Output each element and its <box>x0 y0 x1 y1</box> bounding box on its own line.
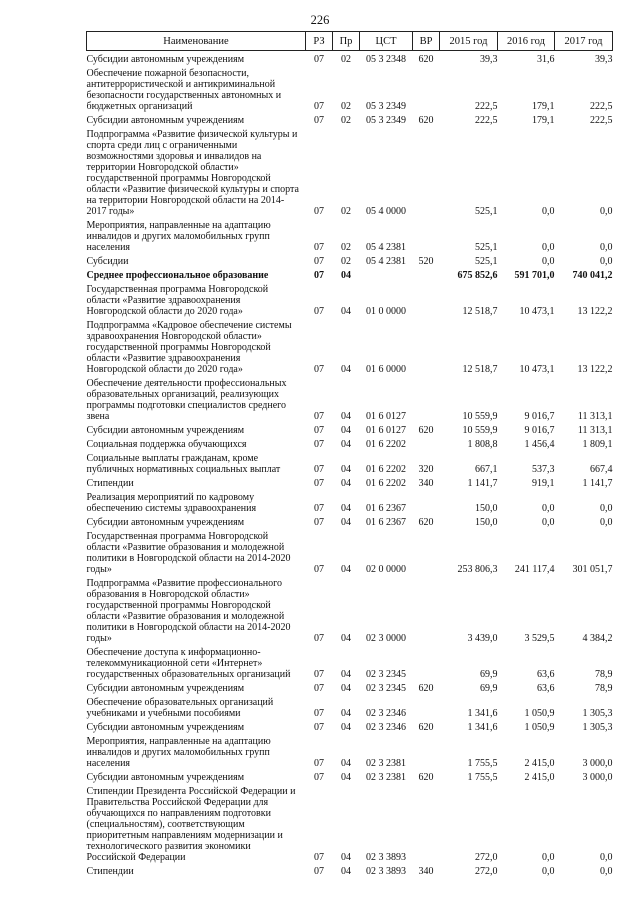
row-2016-cell: 919,1 <box>532 478 555 489</box>
table-row <box>87 66 613 113</box>
row-2015-cell: 10 559,9 <box>462 425 498 436</box>
row-rz-cell: 07 <box>314 425 324 436</box>
row-2015-cell: 39,3 <box>480 54 498 65</box>
table-header-row <box>87 32 613 51</box>
row-2017-cell: 0,0 <box>600 242 613 253</box>
row-cst-cell: 01 6 2202 <box>366 439 406 450</box>
row-pr-cell: 04 <box>341 683 351 694</box>
row-rz-cell: 07 <box>314 669 324 680</box>
row-cst-cell <box>360 268 413 282</box>
row-2016-cell: 0,0 <box>542 503 555 514</box>
row-name-cell: Субсидии <box>86 256 129 267</box>
row-vr-cell: 620 <box>418 683 434 694</box>
row-2015-cell: 10 559,9 <box>462 411 498 422</box>
row-cst-cell: 02 3 2346 <box>366 708 406 719</box>
row-2017-cell: 11 313,1 <box>577 425 613 436</box>
row-name-cell: Подпрограмма «Развитие физической культуры и спорта среди лиц с ограниченными возможностями здоровья и инвалидов на территории Новгородской области» государственной программы Новгородской области «Развитие физической культуры и спорта на территории Новгородской области на 2014-2017 годы» <box>86 129 299 217</box>
row-pr-cell: 04 <box>341 772 351 783</box>
row-vr-cell <box>413 376 440 423</box>
row-name-cell: Субсидии автономным учреждениям <box>86 425 245 436</box>
row-2015-cell: 1 341,6 <box>467 708 498 719</box>
row-2015-cell: 69,9 <box>480 683 498 694</box>
row-cst-cell: 02 3 3893 <box>366 852 406 863</box>
row-vr-cell <box>413 437 440 451</box>
row-name-cell: Реализация мероприятий по кадровому обеспечению системы здравоохранения <box>86 492 257 514</box>
row-name-cell: Субсидии автономным учреждениям <box>86 683 245 694</box>
row-rz-cell: 07 <box>314 256 324 267</box>
row-2017-cell: 3 000,0 <box>582 758 613 769</box>
row-2015-cell: 525,1 <box>475 256 498 267</box>
table-row <box>87 423 613 437</box>
row-vr-cell <box>413 66 440 113</box>
column-header-2017: 2017 год <box>555 32 613 51</box>
row-2015-cell: 272,0 <box>475 852 498 863</box>
table-row <box>87 282 613 318</box>
row-2016-cell: 241 117,4 <box>514 564 555 575</box>
row-name-cell: Мероприятия, направленные на адаптацию инвалидов и других маломобильных групп населения <box>86 220 271 253</box>
row-vr-cell: 620 <box>418 517 434 528</box>
table-row <box>87 645 613 681</box>
row-2016-cell: 179,1 <box>532 101 555 112</box>
row-2015-cell: 1 341,6 <box>467 722 498 733</box>
row-vr-cell: 620 <box>418 115 434 126</box>
row-2015-cell: 1 755,5 <box>467 758 498 769</box>
row-pr-cell: 02 <box>341 256 351 267</box>
row-rz-cell: 07 <box>314 411 324 422</box>
row-vr-cell: 340 <box>418 866 434 877</box>
row-pr-cell: 04 <box>341 758 351 769</box>
row-2016-cell: 31,6 <box>537 54 555 65</box>
row-2016-cell: 537,3 <box>532 464 555 475</box>
row-cst-cell: 02 3 2346 <box>366 722 406 733</box>
row-cst-cell: 05 3 2349 <box>366 101 406 112</box>
row-2016-cell: 0,0 <box>542 866 555 877</box>
column-header-2016: 2016 год <box>498 32 555 51</box>
row-2017-cell: 667,4 <box>590 464 613 475</box>
row-2017-cell: 1 141,7 <box>582 478 613 489</box>
row-pr-cell: 04 <box>341 364 351 375</box>
row-2016-cell: 0,0 <box>542 206 555 217</box>
column-header-pr: Пр <box>333 32 360 51</box>
table-row <box>87 113 613 127</box>
row-name-cell: Субсидии автономным учреждениям <box>86 722 245 733</box>
row-rz-cell: 07 <box>314 503 324 514</box>
table-row <box>87 376 613 423</box>
row-cst-cell: 05 4 2381 <box>366 242 406 253</box>
row-2017-cell: 13 122,2 <box>577 306 613 317</box>
table-row <box>87 681 613 695</box>
row-name-cell: Обеспечение образовательных организаций учебниками и учебными пособиями <box>86 697 274 719</box>
row-rz-cell: 07 <box>314 722 324 733</box>
row-2017-cell: 0,0 <box>600 866 613 877</box>
row-pr-cell: 04 <box>341 722 351 733</box>
row-2016-cell: 0,0 <box>542 242 555 253</box>
row-2015-cell: 1 755,5 <box>467 772 498 783</box>
row-2015-cell: 253 806,3 <box>457 564 498 575</box>
row-rz-cell: 07 <box>314 708 324 719</box>
row-pr-cell: 04 <box>341 503 351 514</box>
column-header-name: Наименование <box>87 32 306 51</box>
column-header-vr: ВР <box>413 32 440 51</box>
row-rz-cell: 07 <box>314 683 324 694</box>
table-row <box>87 734 613 770</box>
row-name-cell: Подпрограмма «Кадровое обеспечение системы здравоохранения Новгородской области» государственной программы Новгородской области «Развитие здравоохранения Новгородской области до 2020 года» <box>86 320 292 375</box>
row-name-cell: Обеспечение пожарной безопасности, антитеррористической и антикриминальной безопасности государственных автономных и бюджетных организаций <box>86 68 282 112</box>
row-name-cell: Субсидии автономным учреждениям <box>86 115 245 126</box>
row-2015-cell: 150,0 <box>475 517 498 528</box>
row-pr-cell: 04 <box>341 633 351 644</box>
row-cst-cell: 05 3 2348 <box>366 54 406 65</box>
row-2016-cell: 63,6 <box>537 683 555 694</box>
row-pr-cell: 04 <box>341 564 351 575</box>
row-2015-cell: 69,9 <box>480 669 498 680</box>
row-rz-cell: 07 <box>314 464 324 475</box>
row-2016-cell: 9 016,7 <box>524 411 555 422</box>
row-vr-cell <box>413 529 440 576</box>
row-name-cell: Социальные выплаты гражданам, кроме публичных нормативных социальных выплат <box>86 453 281 475</box>
row-2017-cell: 0,0 <box>600 852 613 863</box>
table-row <box>87 576 613 645</box>
row-vr-cell: 620 <box>418 722 434 733</box>
page-number: 226 <box>310 13 330 27</box>
row-vr-cell: 340 <box>418 478 434 489</box>
row-2016-cell: 10 473,1 <box>519 364 555 375</box>
row-2015-cell: 1 808,8 <box>467 439 498 450</box>
row-2015-cell: 525,1 <box>475 206 498 217</box>
row-rz-cell: 07 <box>314 206 324 217</box>
row-vr-cell <box>413 490 440 515</box>
row-name-cell: Субсидии автономным учреждениям <box>86 54 245 65</box>
row-name-cell: Стипендии <box>86 866 134 877</box>
row-vr-cell <box>413 282 440 318</box>
row-2015-cell: 3 439,0 <box>467 633 498 644</box>
row-name-cell: Подпрограмма «Развитие профессионального образования в Новгородской области» государственной программы Новгородской области «Развитие образования и молодежной политики в Новгородской области на 2014-2020 годы» <box>86 578 291 644</box>
row-vr-cell <box>413 645 440 681</box>
row-2017-cell: 1 809,1 <box>582 439 613 450</box>
row-2015-cell: 525,1 <box>475 242 498 253</box>
row-cst-cell: 02 0 0000 <box>366 564 406 575</box>
column-header-cst: ЦСТ <box>360 32 413 51</box>
row-cst-cell: 02 3 2345 <box>366 683 406 694</box>
row-name-cell: Обеспечение деятельности профессиональных образовательных организаций, реализующих программы подготовки специалистов среднего звена <box>86 378 287 422</box>
row-2017-cell: 78,9 <box>595 669 613 680</box>
row-pr-cell: 02 <box>341 115 351 126</box>
row-vr-cell <box>413 784 440 864</box>
row-pr-cell: 04 <box>341 669 351 680</box>
row-2016-cell: 0,0 <box>542 517 555 528</box>
row-name-cell: Субсидии автономным учреждениям <box>86 772 245 783</box>
row-rz-cell: 07 <box>314 101 324 112</box>
table-row <box>87 490 613 515</box>
row-pr-cell: 04 <box>341 866 351 877</box>
table-row <box>87 515 613 529</box>
row-vr-cell <box>413 268 440 282</box>
table-row <box>87 864 613 878</box>
row-2017-cell: 13 122,2 <box>577 364 613 375</box>
table-row <box>87 218 613 254</box>
row-2017-cell: 1 305,3 <box>582 708 613 719</box>
row-2016-cell: 179,1 <box>532 115 555 126</box>
row-2016-cell: 1 050,9 <box>524 722 555 733</box>
row-vr-cell <box>413 127 440 218</box>
row-rz-cell: 07 <box>314 633 324 644</box>
row-vr-cell: 620 <box>418 772 434 783</box>
row-pr-cell: 04 <box>341 464 351 475</box>
row-name-cell: Социальная поддержка обучающихся <box>86 439 247 450</box>
row-pr-cell: 02 <box>341 101 351 112</box>
table-row <box>87 695 613 720</box>
row-rz-cell: 07 <box>314 772 324 783</box>
row-2017-cell: 3 000,0 <box>582 772 613 783</box>
row-pr-cell: 02 <box>341 242 351 253</box>
row-name-cell: Стипендии <box>86 478 134 489</box>
row-2017-cell: 39,3 <box>595 54 613 65</box>
row-2015-cell: 150,0 <box>475 503 498 514</box>
row-cst-cell: 01 6 2367 <box>366 517 406 528</box>
row-name-cell: Государственная программа Новгородской области «Развитие здравоохранения Новгородской области до 2020 года» <box>86 284 269 317</box>
row-pr-cell: 04 <box>341 439 351 450</box>
row-2017-cell: 4 384,2 <box>582 633 613 644</box>
row-2016-cell: 10 473,1 <box>519 306 555 317</box>
row-name-cell: Мероприятия, направленные на адаптацию инвалидов и других маломобильных групп населения <box>86 736 271 769</box>
row-name-cell: Стипендии Президента Российской Федерации и Правительства Российской Федерации для обучающихся по направлениям подготовки (специальностям), соответствующим приоритетным направлениям модернизации и технологического развития экономики Российской Федерации <box>86 786 296 863</box>
row-cst-cell: 02 3 2381 <box>366 758 406 769</box>
table-body <box>87 51 613 879</box>
row-2016-cell: 63,6 <box>537 669 555 680</box>
row-pr-cell: 04 <box>341 708 351 719</box>
row-2016-cell: 591 701,0 <box>514 270 555 281</box>
row-2017-cell: 11 313,1 <box>577 411 613 422</box>
table-row <box>87 127 613 218</box>
row-vr-cell: 620 <box>418 54 434 65</box>
row-pr-cell: 04 <box>341 306 351 317</box>
row-cst-cell: 02 3 0000 <box>366 633 406 644</box>
row-2015-cell: 272,0 <box>475 866 498 877</box>
row-cst-cell: 05 4 0000 <box>366 206 406 217</box>
row-2016-cell: 1 456,4 <box>524 439 555 450</box>
row-rz-cell: 07 <box>314 364 324 375</box>
table-row <box>87 529 613 576</box>
row-rz-cell: 07 <box>314 270 324 281</box>
table-row <box>87 720 613 734</box>
row-name-cell: Субсидии автономным учреждениям <box>86 517 245 528</box>
row-2016-cell: 1 050,9 <box>524 708 555 719</box>
row-cst-cell: 01 6 0127 <box>366 425 406 436</box>
row-2017-cell: 0,0 <box>600 256 613 267</box>
table-row <box>87 318 613 376</box>
row-pr-cell: 02 <box>341 54 351 65</box>
budget-table <box>86 31 613 878</box>
row-2016-cell: 9 016,7 <box>524 425 555 436</box>
row-vr-cell <box>413 734 440 770</box>
row-cst-cell: 02 3 3893 <box>366 866 406 877</box>
row-vr-cell <box>413 218 440 254</box>
table-row <box>87 770 613 784</box>
row-vr-cell <box>413 695 440 720</box>
column-header-rz: РЗ <box>306 32 333 51</box>
table-row <box>87 51 613 67</box>
row-cst-cell: 05 4 2381 <box>366 256 406 267</box>
row-2015-cell: 1 141,7 <box>467 478 498 489</box>
row-vr-cell: 320 <box>418 464 434 475</box>
row-vr-cell <box>413 318 440 376</box>
row-rz-cell: 07 <box>314 564 324 575</box>
row-2015-cell: 675 852,6 <box>457 270 498 281</box>
row-vr-cell: 520 <box>418 256 434 267</box>
row-2016-cell: 0,0 <box>542 256 555 267</box>
row-2016-cell: 0,0 <box>542 852 555 863</box>
row-pr-cell: 04 <box>341 852 351 863</box>
row-rz-cell: 07 <box>314 758 324 769</box>
row-pr-cell: 04 <box>341 270 351 281</box>
row-name-cell: Среднее профессиональное образование <box>86 270 269 281</box>
row-2017-cell: 222,5 <box>590 115 613 126</box>
row-cst-cell: 02 3 2381 <box>366 772 406 783</box>
table-row <box>87 784 613 864</box>
row-cst-cell: 02 3 2345 <box>366 669 406 680</box>
row-2017-cell: 0,0 <box>600 517 613 528</box>
row-cst-cell: 01 0 0000 <box>366 306 406 317</box>
row-cst-cell: 01 6 2367 <box>366 503 406 514</box>
row-pr-cell: 04 <box>341 517 351 528</box>
row-pr-cell: 04 <box>341 425 351 436</box>
row-2016-cell: 2 415,0 <box>524 772 555 783</box>
row-rz-cell: 07 <box>314 54 324 65</box>
row-2017-cell: 0,0 <box>600 206 613 217</box>
row-rz-cell: 07 <box>314 115 324 126</box>
row-2015-cell: 12 518,7 <box>462 306 498 317</box>
row-pr-cell: 02 <box>341 206 351 217</box>
row-2017-cell: 78,9 <box>595 683 613 694</box>
row-rz-cell: 07 <box>314 517 324 528</box>
row-cst-cell: 01 6 2202 <box>366 478 406 489</box>
row-cst-cell: 05 3 2349 <box>366 115 406 126</box>
table-row <box>87 476 613 490</box>
row-rz-cell: 07 <box>314 439 324 450</box>
row-cst-cell: 01 6 0127 <box>366 411 406 422</box>
table-row <box>87 437 613 451</box>
row-rz-cell: 07 <box>314 242 324 253</box>
row-rz-cell: 07 <box>314 306 324 317</box>
column-header-2015: 2015 год <box>440 32 498 51</box>
row-2016-cell: 3 529,5 <box>524 633 555 644</box>
row-name-cell: Государственная программа Новгородской области «Развитие образования и молодежной политики в Новгородской области на 2014-2020 годы» <box>86 531 291 575</box>
row-pr-cell: 04 <box>341 478 351 489</box>
row-pr-cell: 04 <box>341 411 351 422</box>
row-cst-cell: 01 6 2202 <box>366 464 406 475</box>
row-vr-cell <box>413 576 440 645</box>
row-2017-cell: 301 051,7 <box>572 564 613 575</box>
row-rz-cell: 07 <box>314 866 324 877</box>
row-2017-cell: 740 041,2 <box>572 270 613 281</box>
row-2015-cell: 12 518,7 <box>462 364 498 375</box>
row-cst-cell: 01 6 0000 <box>366 364 406 375</box>
row-2015-cell: 222,5 <box>475 115 498 126</box>
table-row <box>87 254 613 268</box>
row-2017-cell: 1 305,3 <box>582 722 613 733</box>
row-rz-cell: 07 <box>314 852 324 863</box>
row-2015-cell: 222,5 <box>475 101 498 112</box>
table-row <box>87 268 613 282</box>
row-name-cell: Обеспечение доступа к информационно-телекоммуникационной сети «Интернет» государственных образовательных организаций <box>86 647 291 680</box>
row-vr-cell: 620 <box>418 425 434 436</box>
row-rz-cell: 07 <box>314 478 324 489</box>
row-2017-cell: 0,0 <box>600 503 613 514</box>
table-row <box>87 451 613 476</box>
row-2017-cell: 222,5 <box>590 101 613 112</box>
row-2015-cell: 667,1 <box>475 464 498 475</box>
row-2016-cell: 2 415,0 <box>524 758 555 769</box>
